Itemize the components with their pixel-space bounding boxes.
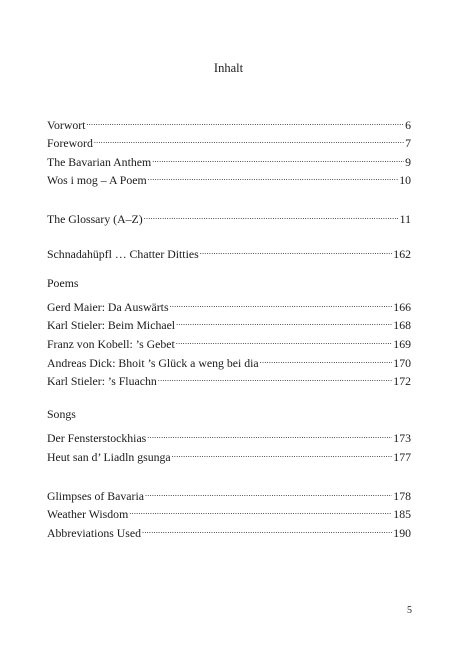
- dot-leader: [147, 424, 392, 443]
- toc-entry-poem[interactable]: [47, 292, 411, 314]
- toc-group-intro: [47, 110, 411, 188]
- toc-entry-schnadahuepfl[interactable]: [47, 239, 411, 261]
- toc-entry-label: Weather Wisdom: [47, 507, 129, 522]
- dot-leader: [142, 518, 392, 537]
- dot-leader: [170, 292, 393, 311]
- toc-group-schnadahuepfl: [47, 239, 411, 261]
- toc-entry-foreword[interactable]: [47, 129, 411, 151]
- toc-entry-page: 11: [399, 211, 411, 226]
- toc-entry-label: Abbreviations Used: [47, 525, 142, 540]
- page-title: Inhalt: [213, 61, 244, 75]
- toc-entry-label: Heut san d’ Liadln gsunga: [47, 449, 171, 464]
- toc-entry-label: Franz von Kobell: ’s Gebet: [47, 336, 175, 351]
- table-of-contents: [47, 110, 411, 557]
- dot-leader: [148, 166, 399, 185]
- toc-entry-label: Schnadahüpfl … Chatter Ditties: [47, 246, 199, 261]
- dot-leader: [158, 367, 393, 386]
- toc-entry-page: 170: [393, 355, 411, 370]
- toc-entry-label: Der Fensterstockhias: [47, 431, 147, 446]
- dot-leader: [129, 500, 392, 519]
- section-heading-poems: Poems: [47, 275, 79, 290]
- toc-entry-label: Karl Stieler: Beim Michael: [47, 318, 176, 333]
- toc-entry-page: 169: [393, 336, 411, 351]
- dot-leader: [200, 239, 393, 258]
- toc-entry-page: 10: [399, 173, 411, 188]
- toc-entry-glossary[interactable]: [47, 204, 411, 226]
- toc-entry-label: Andreas Dick: Bhoit ’s Glück a weng bei dia: [47, 355, 259, 370]
- toc-entry-bavarian-anthem[interactable]: [47, 147, 411, 169]
- toc-group-extras: [47, 481, 411, 540]
- dot-leader: [144, 204, 399, 223]
- page-number: 5: [407, 605, 412, 616]
- toc-entry-label: The Bavarian Anthem: [47, 154, 152, 169]
- toc-entry-label: Karl Stieler: ’s Fluachn: [47, 374, 157, 389]
- dot-leader: [152, 147, 404, 166]
- toc-entry-page: 172: [393, 374, 411, 389]
- toc-entry-label: Wos i mog – A Poem: [47, 173, 147, 188]
- section-heading-songs: Songs: [47, 407, 76, 422]
- toc-entry-song[interactable]: [47, 424, 411, 446]
- toc-entry-glimpses[interactable]: [47, 481, 411, 503]
- toc-entry-page: 177: [393, 449, 411, 464]
- toc-entry-page: 166: [393, 299, 411, 314]
- dot-leader: [176, 311, 392, 330]
- toc-entry-label: Gerd Maier: Da Auswärts: [47, 299, 169, 314]
- toc-entry-page: 162: [393, 246, 411, 261]
- toc-group-songs: [47, 405, 411, 464]
- toc-entry-label: Glimpses of Bavaria: [47, 488, 144, 503]
- toc-entry-vorwort[interactable]: [47, 110, 411, 132]
- toc-entry-page: 168: [393, 318, 411, 333]
- dot-leader: [172, 442, 393, 461]
- toc-group-poems: [47, 274, 411, 389]
- toc-entry-page: 173: [393, 431, 411, 446]
- toc-entry-page: 190: [393, 525, 411, 540]
- dot-leader: [94, 129, 404, 148]
- toc-entry-label: Foreword: [47, 136, 93, 151]
- toc-entry-page: 178: [393, 488, 411, 503]
- toc-group-glossary: [47, 204, 411, 226]
- toc-entry-label: Vorwort: [47, 117, 86, 132]
- toc-entry-label: The Glossary (A–Z): [47, 211, 143, 226]
- dot-leader: [260, 348, 393, 367]
- dot-leader: [86, 110, 404, 129]
- dot-leader: [176, 329, 393, 348]
- toc-entry-page: 185: [393, 507, 411, 522]
- dot-leader: [145, 481, 392, 500]
- toc-entry-page: 9: [405, 154, 411, 169]
- toc-entry-page: 7: [405, 136, 411, 151]
- toc-entry-page: 6: [405, 117, 411, 132]
